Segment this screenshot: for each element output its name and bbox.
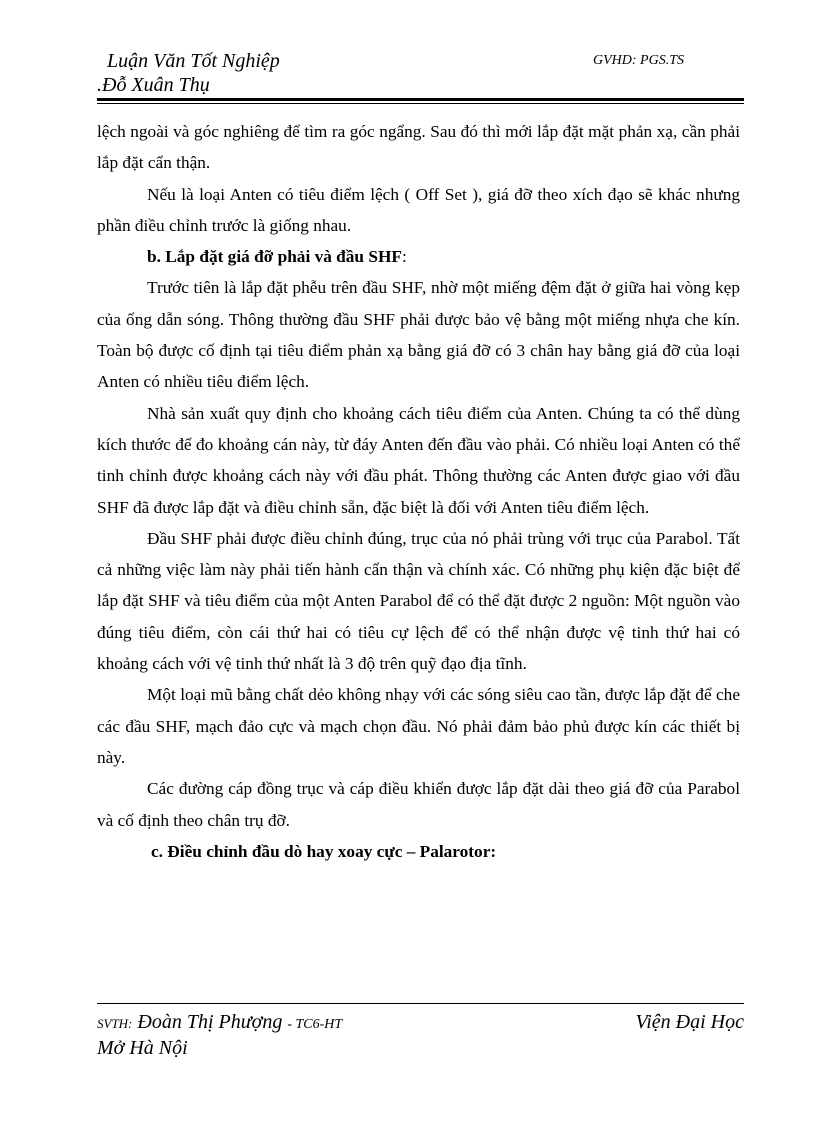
footer-rule bbox=[97, 1003, 744, 1004]
author-name: .Đỗ Xuân Thụ bbox=[97, 74, 210, 96]
paragraph: Nhà sản xuất quy định cho khoảng cách tiêu điểm của Anten. Chúng ta có thể dùng kích thước để đo khoảng cán này, từ đáy Anten đến đầu vào phải. Có nhiều loại Anten có thể tinh chỉnh được khoảng cách này với đầu phát. Thông thường các Anten được giao với đầu SHF đã được lắp đặt và điều chỉnh sẵn, đặc biệt là đối với Anten tiêu điểm lệch. bbox=[97, 403, 740, 517]
page-footer bbox=[97, 1008, 744, 1064]
heading-colon: : bbox=[401, 247, 407, 267]
class-label: - TC6-HT bbox=[287, 1017, 343, 1032]
advisor-label: GVHD: PGS.TS bbox=[593, 53, 684, 68]
student-name: Đoàn Thị Phượng bbox=[137, 1011, 283, 1033]
section-heading-b bbox=[97, 241, 740, 272]
paragraph: Các đường cáp đồng trục và cáp điều khiển được lắp đặt dài theo giá đỡ của Parabol và cố định theo chân trụ đỡ. bbox=[97, 779, 740, 830]
header-rule-thin bbox=[97, 103, 744, 104]
section-heading-b-text: b. Lắp đặt giá đỡ phải và đầu SHF bbox=[147, 247, 402, 267]
paragraph: Trước tiên là lắp đặt phễu trên đầu SHF, nhờ một miếng đệm đặt ở giữa hai vòng kẹp của ống dẫn sóng. Thông thường đầu SHF phải được bảo vệ bằng một miếng nhựa che kín. Toàn bộ được cố định tại tiêu điểm phản xạ bằng giá đỡ có 3 chân hay bằng giá đỡ của loại Anten có nhiều tiêu điểm lệch. bbox=[97, 278, 740, 392]
thesis-title: Luận Văn Tốt Nghiệp bbox=[107, 50, 280, 72]
page-header bbox=[97, 48, 744, 100]
institute-line-2: Mở Hà Nội bbox=[97, 1037, 188, 1059]
paragraph: Nếu là loại Anten có tiêu điểm lệch ( Off Set ), giá đỡ theo xích đạo sẽ khác nhưng phần điều chỉnh trước là giống nhau. bbox=[97, 184, 740, 235]
header-rule-thick bbox=[97, 98, 744, 101]
paragraph: Đầu SHF phải được điều chỉnh đúng, trục của nó phải trùng với trục của Parabol. Tất cả những việc làm này phải tiến hành cẩn thận và chính xác. Có những phụ kiện đặc biệt để lắp đặt SHF và tiêu điểm của một Anten Parabol để có thể đặt được 2 nguồn: Một nguồn vào đúng tiêu điểm, còn cái thứ hai có tiêu cự lệch để có thể nhận được vệ tinh thứ hai có khoảng cách với vệ tinh thứ nhất là 3 độ trên quỹ đạo địa tĩnh. bbox=[97, 528, 740, 674]
svth-label: SVTH: bbox=[97, 1016, 133, 1031]
paragraph: lệch ngoài và góc nghiêng để tìm ra góc ngẩng. Sau đó thì mới lắp đặt mặt phản xạ, cần phải lắp đặt cẩn thận. bbox=[97, 122, 740, 173]
institute-line-1: Viện Đại Học bbox=[635, 1011, 744, 1033]
paragraph: Một loại mũ bằng chất dẻo không nhạy với các sóng siêu cao tần, được lắp đặt để che các đầu SHF, mạch đảo cực và mạch chọn đầu. Nó phải đảm bảo phủ được kín các thiết bị này. bbox=[97, 685, 740, 767]
page-body bbox=[97, 116, 740, 867]
section-heading-c: c. Điều chỉnh đầu dò hay xoay cực – Palarotor: bbox=[151, 841, 497, 861]
